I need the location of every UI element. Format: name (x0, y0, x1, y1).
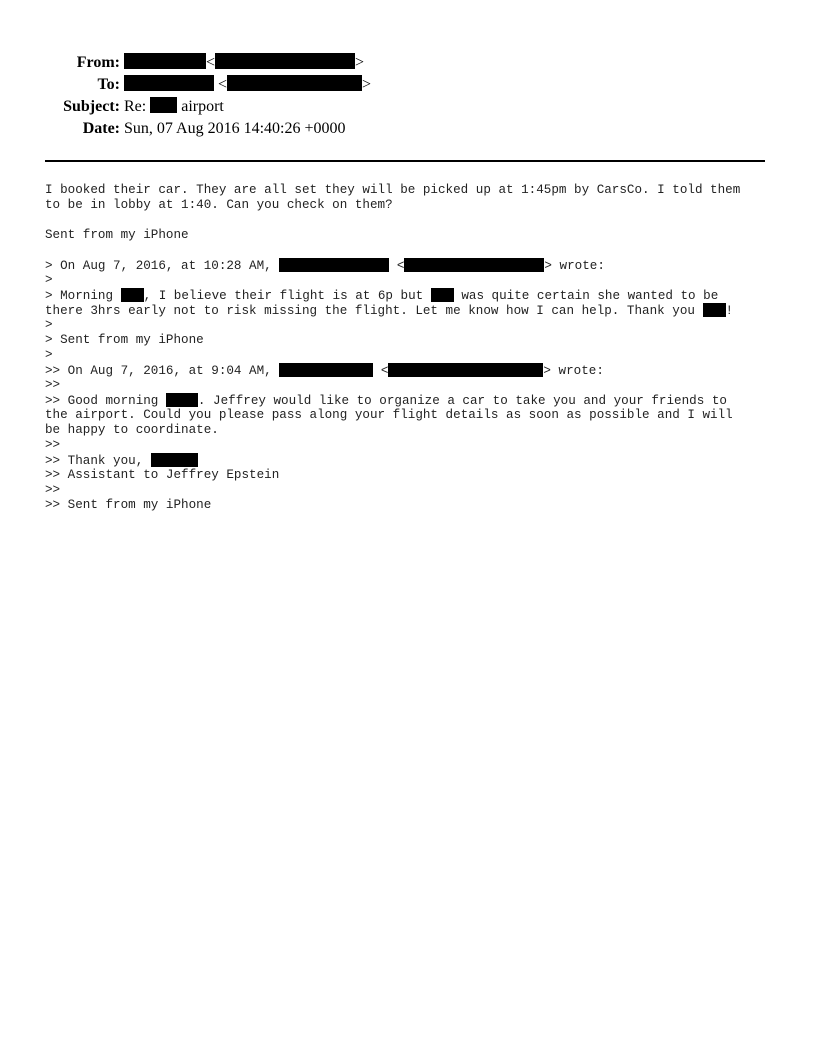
quote-line (45, 288, 770, 303)
quote-header-text: >> On Aug 7, 2016, at 9:04 AM, (45, 364, 280, 378)
redaction-block (279, 258, 389, 272)
nested-quote-line: >> (45, 483, 61, 497)
quote-text: . Jeffrey would like to organize a car to take you and your friends to (197, 394, 727, 408)
redaction-block (150, 97, 177, 113)
nested-quote-line: >> (45, 378, 61, 392)
redaction-block (703, 303, 726, 317)
to-row (0, 74, 816, 96)
redaction-block (227, 75, 362, 91)
subject-suffix: airport (181, 98, 224, 115)
from-value (124, 52, 364, 74)
redaction-block (215, 53, 355, 69)
redaction-block (279, 363, 373, 377)
quote-header (45, 258, 770, 273)
from-row (0, 52, 816, 74)
nested-quote-line: >> (45, 438, 61, 452)
redaction-block (124, 75, 214, 91)
email-header (0, 52, 816, 140)
subject-prefix: Re: (124, 98, 147, 115)
to-open-bracket: < (218, 76, 228, 93)
quote-open-bracket: < (396, 259, 405, 273)
email-body (45, 183, 770, 513)
redaction-block (166, 393, 198, 407)
quote-line: > (45, 348, 53, 362)
nested-quote-line: >> Assistant to Jeffrey Epstein (45, 468, 280, 482)
nested-quote-line: be happy to coordinate. (45, 423, 219, 437)
nested-quote-line (45, 453, 770, 468)
to-value (124, 74, 371, 96)
subject-label: Subject: (63, 98, 120, 115)
signature-line: Sent from my iPhone (45, 228, 189, 242)
redaction-block (404, 258, 544, 272)
redaction-block (124, 53, 206, 69)
quote-text: , I believe their flight is at 6p but (143, 289, 431, 303)
nested-quote-line: >> Sent from my iPhone (45, 498, 212, 512)
quote-header-text: > On Aug 7, 2016, at 10:28 AM, (45, 259, 280, 273)
quote-text: >> Thank you, (45, 454, 151, 468)
quote-open-bracket: < (380, 364, 389, 378)
quote-header-suffix: > wrote: (543, 364, 604, 378)
quote-line: > Sent from my iPhone (45, 333, 204, 347)
date-label: Date: (82, 120, 120, 137)
quote-text: was quite certain she wanted to be (453, 289, 719, 303)
redaction-block (431, 288, 454, 302)
to-close-bracket: > (362, 76, 372, 93)
quote-text: > Morning (45, 289, 121, 303)
quote-text: ! (725, 304, 734, 318)
from-close-bracket: > (355, 54, 365, 71)
redaction-block (151, 453, 198, 467)
redaction-block (121, 288, 144, 302)
from-label: From: (76, 54, 120, 71)
quote-line: > (45, 318, 53, 332)
redaction-block (388, 363, 543, 377)
subject-value (124, 96, 224, 118)
nested-quote-header (45, 363, 770, 378)
quote-text: >> Good morning (45, 394, 166, 408)
from-open-bracket: < (206, 54, 216, 71)
date-row (0, 118, 816, 140)
quote-line: > (45, 273, 53, 287)
quote-header-suffix: > wrote: (544, 259, 605, 273)
blank-line (45, 213, 770, 228)
to-label: To: (97, 76, 120, 93)
quote-text: there 3hrs early not to risk missing the flight. Let me know how I can help. Thank you (45, 304, 703, 318)
quote-line (45, 303, 770, 318)
date-value: Sun, 07 Aug 2016 14:40:26 +0000 (124, 120, 346, 137)
nested-quote-line: the airport. Could you please pass along your flight details as soon as possible and I will (45, 408, 733, 422)
nested-quote-line (45, 393, 770, 408)
blank-line (45, 243, 770, 258)
body-line: I booked their car. They are all set they will be picked up at 1:45pm by CarsCo. I told them (45, 183, 741, 197)
body-line: to be in lobby at 1:40. Can you check on them? (45, 198, 393, 212)
subject-row (0, 96, 816, 118)
header-divider (45, 160, 765, 162)
